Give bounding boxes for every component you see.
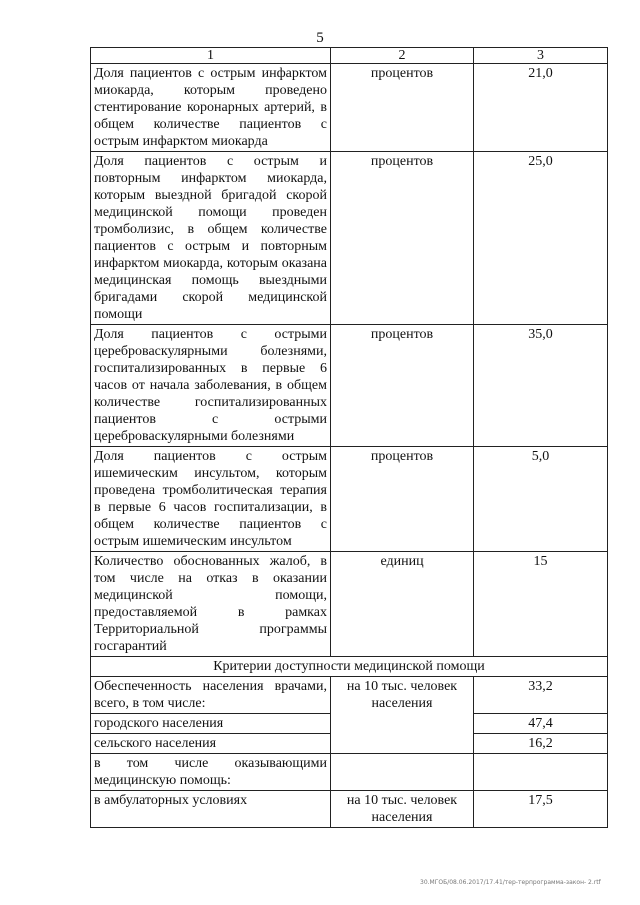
availability-outpatient-unit: на 10 тыс. человек населения [331,791,474,828]
indicator-name: Доля пациентов с острым инфарктом миокарда, которым проведено стентирование коронарных артерий, в общем количестве пациентов с острым инфарктом миокарда [91,64,331,152]
indicator-value: 5,0 [474,447,608,552]
criteria-table [90,47,608,828]
indicator-name: Доля пациентов с острым ишемическим инсультом, которым проведена тромболитическая терапия в первые 6 часов госпитализации, в общем количестве пациентов с острым ишемическим инсультом [91,447,331,552]
table-row [91,791,608,828]
table-row [91,754,608,791]
empty-cell [474,754,608,791]
availability-outpatient-label: в амбулаторных условиях [91,791,331,828]
availability-total-label: Обеспеченность населения врачами, всего, в том числе: [91,677,331,714]
indicator-name: Доля пациентов с острыми цереброваскулярными болезнями, госпитализированных в первые 6 часов от начала заболевания, в общем количестве госпитализированных пациентов с острыми цереброваскулярными болезнями [91,325,331,447]
availability-urban-value: 47,4 [474,714,608,734]
indicator-name: Доля пациентов с острым и повторным инфарктом миокарда, которым выездной бригадой скорой медицинской помощи проведен тромболизис, в общем количестве пациентов с острым и повторным инфарктом миокарда, которым оказана медицинская помощь выездными бригадами скорой медицинской помощи [91,152,331,325]
indicator-unit: процентов [331,152,474,325]
table-header-row [91,48,608,64]
section-title: Критерии доступности медицинской помощи [91,657,608,677]
header-col-2: 2 [331,48,474,64]
table-row [91,552,608,657]
availability-outpatient-value: 17,5 [474,791,608,828]
header-col-1: 1 [91,48,331,64]
header-col-3: 3 [474,48,608,64]
empty-cell [331,754,474,791]
footer-stamp: 30.МГОБ/08.06.2017/17.41/тер-терпрограмма-закон- 2.rtf [420,879,601,886]
table-row [91,152,608,325]
indicator-value: 35,0 [474,325,608,447]
section-row [91,657,608,677]
table-row [91,325,608,447]
table-row [91,677,608,714]
table-row [91,447,608,552]
indicator-unit: процентов [331,447,474,552]
availability-rural-label: сельского населения [91,734,331,754]
indicator-unit: процентов [331,64,474,152]
availability-total-value: 33,2 [474,677,608,714]
indicator-value: 25,0 [474,152,608,325]
availability-urban-label: городского населения [91,714,331,734]
indicator-value: 15 [474,552,608,657]
indicator-unit: процентов [331,325,474,447]
indicator-name: Количество обоснованных жалоб, в том числе на отказ в оказании медицинской помощи, предоставляемой в рамках Территориальной программы госгарантий [91,552,331,657]
indicator-unit: единиц [331,552,474,657]
availability-unit: на 10 тыс. человек населения [331,677,474,754]
page-number: 5 [316,30,324,46]
table-row [91,64,608,152]
indicator-value: 21,0 [474,64,608,152]
availability-rural-value: 16,2 [474,734,608,754]
availability-incl-label: в том числе оказывающими медицинскую помощь: [91,754,331,791]
